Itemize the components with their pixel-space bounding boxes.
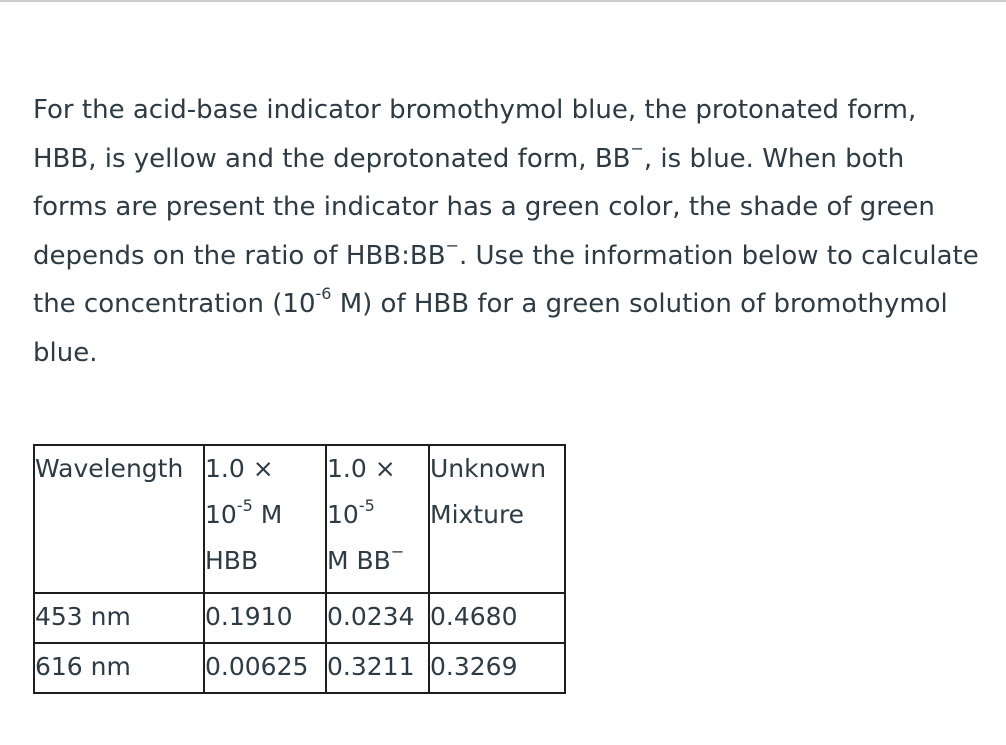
table-row: [34, 643, 565, 693]
cell-hbb: 0.00625: [204, 643, 326, 693]
question-part-1: For the acid-base indicator bromothymol blue, the protonated form, HBB, is yellow and the deprotonated form, BB: [33, 95, 917, 174]
question-text: [33, 86, 983, 377]
cell-unknown: 0.3269: [429, 643, 565, 693]
table-row: [34, 593, 565, 643]
question-part-2: , is blue. When both forms are present the indicator has a green color, the shade of green depends on the ratio of HBB:BB: [33, 143, 935, 271]
cell-unknown: 0.4680: [429, 593, 565, 643]
question-superscript-1: −: [630, 138, 644, 158]
question-part-4: M) of HBB for a green solution of bromothymol blue.: [33, 289, 948, 368]
header-wavelength: Wavelength: [34, 445, 204, 593]
header-unknown-mixture: Unknown Mixture: [429, 445, 565, 593]
cell-bb: 0.0234: [326, 593, 429, 643]
table-header-row: [34, 445, 565, 593]
header-bb: 1.0 × $10^{-5}$ M BB−: [326, 445, 429, 593]
question-superscript-3: -6: [315, 284, 332, 304]
cell-wavelength: 453 nm: [34, 593, 204, 643]
cell-bb: 0.3211: [326, 643, 429, 693]
cell-wavelength: 616 nm: [34, 643, 204, 693]
question-superscript-2: −: [445, 235, 459, 255]
question-part-3: . Use the information below to calculate the concentration (10: [33, 240, 979, 319]
header-hbb: 1.0 × $10^{-5}$ M HBB: [204, 445, 326, 593]
cell-hbb: 0.1910: [204, 593, 326, 643]
top-divider: [0, 0, 1006, 2]
absorbance-table: [33, 444, 566, 694]
